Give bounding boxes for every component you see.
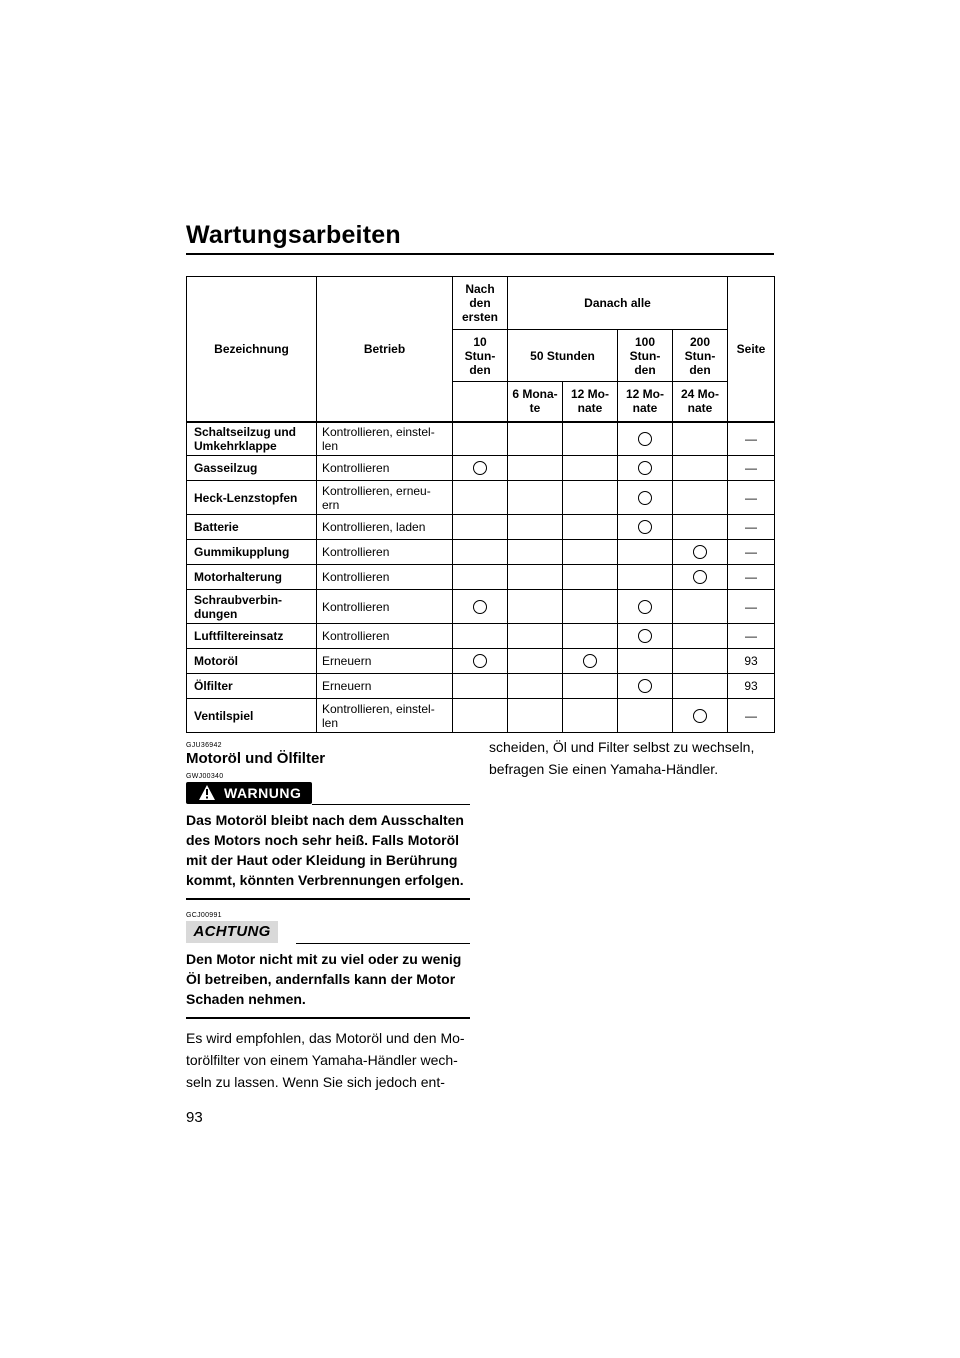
header-200-stunden: 200 Stun-den (673, 330, 728, 382)
circle-mark-icon (693, 709, 707, 723)
interval-cell (673, 565, 728, 590)
interval-cell (673, 540, 728, 565)
page-title: Wartungsarbeiten (186, 221, 401, 249)
interval-cell (563, 624, 618, 649)
table-row (187, 649, 775, 674)
table-row (187, 699, 775, 733)
interval-cell (453, 590, 508, 624)
circle-mark-icon (638, 629, 652, 643)
header-100-stunden: 100 Stun-den (618, 330, 673, 382)
interval-cell (453, 540, 508, 565)
warning-rule (312, 804, 470, 805)
caution-code: GCJ00991 (186, 912, 222, 919)
row-seite: — (728, 540, 775, 565)
row-operation: Kontrollieren (317, 540, 453, 565)
warning-code: GWJ00340 (186, 773, 224, 780)
header-12-monate-a: 12 Mo-nate (563, 382, 618, 422)
caution-label: ACHTUNG (186, 921, 278, 943)
interval-cell (453, 422, 508, 456)
circle-mark-icon (473, 600, 487, 614)
interval-cell (508, 422, 563, 456)
row-seite: 93 (728, 674, 775, 699)
interval-cell (508, 481, 563, 515)
warning-triangle-icon (198, 784, 216, 801)
interval-cell (618, 481, 673, 515)
interval-cell (563, 540, 618, 565)
circle-mark-icon (638, 600, 652, 614)
circle-mark-icon (473, 461, 487, 475)
interval-cell (508, 624, 563, 649)
interval-cell (618, 649, 673, 674)
interval-cell (618, 699, 673, 733)
header-danach-alle: Danach alle (508, 277, 728, 330)
circle-mark-icon (638, 491, 652, 505)
caution-end-rule (186, 1017, 470, 1019)
header-nach-den-ersten: Nach den ersten (453, 277, 508, 330)
interval-cell (508, 699, 563, 733)
row-seite: — (728, 456, 775, 481)
interval-cell (618, 674, 673, 699)
interval-cell (508, 649, 563, 674)
table-row (187, 422, 775, 456)
row-seite: — (728, 515, 775, 540)
interval-cell (563, 590, 618, 624)
row-seite: — (728, 565, 775, 590)
interval-cell (563, 674, 618, 699)
circle-mark-icon (638, 461, 652, 475)
interval-cell (673, 422, 728, 456)
warning-label: WARNUNG (224, 785, 302, 801)
interval-cell (673, 481, 728, 515)
row-name: Batterie (187, 515, 317, 540)
section-code: GJU36942 (186, 742, 222, 749)
interval-cell (618, 624, 673, 649)
warning-end-rule (186, 898, 470, 900)
circle-mark-icon (693, 545, 707, 559)
warning-header (186, 782, 470, 806)
row-name: Ventilspiel (187, 699, 317, 733)
row-seite: — (728, 624, 775, 649)
row-seite: — (728, 422, 775, 456)
row-operation: Erneuern (317, 649, 453, 674)
interval-cell (673, 515, 728, 540)
row-name: Schraubverbin-dungen (187, 590, 317, 624)
interval-cell (508, 515, 563, 540)
row-seite: 93 (728, 649, 775, 674)
row-name: Luftfiltereinsatz (187, 624, 317, 649)
header-24-monate: 24 Mo-nate (673, 382, 728, 422)
row-name: Ölfilter (187, 674, 317, 699)
interval-cell (453, 515, 508, 540)
interval-cell (618, 515, 673, 540)
header-betrieb: Betrieb (317, 277, 453, 422)
interval-cell (508, 590, 563, 624)
interval-cell (563, 565, 618, 590)
header-50-stunden: 50 Stunden (508, 330, 618, 382)
interval-cell (618, 422, 673, 456)
row-operation: Kontrollieren (317, 456, 453, 481)
interval-cell (508, 565, 563, 590)
header-seite: Seite (728, 277, 775, 422)
row-name: Motorhalterung (187, 565, 317, 590)
interval-cell (618, 565, 673, 590)
table-row (187, 481, 775, 515)
caution-header (186, 921, 470, 945)
interval-cell (673, 590, 728, 624)
table-row (187, 590, 775, 624)
row-name: Schaltseilzug und Umkehrklappe (187, 422, 317, 456)
interval-cell (673, 624, 728, 649)
interval-cell (453, 699, 508, 733)
interval-cell (453, 624, 508, 649)
body-text-right: scheiden, Öl und Filter selbst zu wechseln, befragen Sie einen Yamaha-Händler. (489, 739, 755, 777)
interval-cell (563, 481, 618, 515)
interval-cell (508, 674, 563, 699)
circle-mark-icon (583, 654, 597, 668)
row-operation: Kontrollieren, laden (317, 515, 453, 540)
interval-cell (508, 456, 563, 481)
header-12-monate-b: 12 Mo-nate (618, 382, 673, 422)
row-seite: — (728, 481, 775, 515)
circle-mark-icon (638, 520, 652, 534)
header-bezeichnung: Bezeichnung (187, 277, 317, 422)
row-operation: Kontrollieren, erneu-ern (317, 481, 453, 515)
interval-cell (563, 422, 618, 456)
page-number: 93 (186, 1109, 203, 1126)
circle-mark-icon (638, 432, 652, 446)
interval-cell (453, 456, 508, 481)
interval-cell (673, 674, 728, 699)
maintenance-table (186, 276, 775, 733)
header-10-stunden: 10 Stun-den (453, 330, 508, 382)
circle-mark-icon (638, 679, 652, 693)
row-operation: Kontrollieren, einstel-len (317, 422, 453, 456)
table-row (187, 624, 775, 649)
header-empty (453, 382, 508, 422)
row-operation: Erneuern (317, 674, 453, 699)
interval-cell (618, 456, 673, 481)
caution-rule (296, 943, 470, 944)
right-column (489, 736, 774, 780)
interval-cell (563, 699, 618, 733)
interval-cell (673, 699, 728, 733)
warning-badge (186, 782, 312, 804)
row-seite: — (728, 590, 775, 624)
left-column (186, 742, 470, 1093)
interval-cell (563, 515, 618, 540)
interval-cell (563, 649, 618, 674)
table-row (187, 674, 775, 699)
row-name: Gummikupplung (187, 540, 317, 565)
table-row (187, 515, 775, 540)
row-name: Motoröl (187, 649, 317, 674)
row-seite: — (728, 699, 775, 733)
table-row (187, 565, 775, 590)
header-rule (186, 253, 774, 255)
row-operation: Kontrollieren, einstel-len (317, 699, 453, 733)
row-operation: Kontrollieren (317, 624, 453, 649)
section-title: Motoröl und Ölfilter (186, 750, 326, 767)
interval-cell (508, 540, 563, 565)
interval-cell (673, 456, 728, 481)
circle-mark-icon (693, 570, 707, 584)
interval-cell (453, 481, 508, 515)
row-operation: Kontrollieren (317, 590, 453, 624)
caution-text: Den Motor nicht mit zu viel oder zu wenig Öl betreiben, andernfalls kann der Motor Schaden nehmen. (186, 951, 462, 1007)
row-name: Gasseilzug (187, 456, 317, 481)
circle-mark-icon (473, 654, 487, 668)
warning-text: Das Motoröl bleibt nach dem Ausschalten des Motors noch sehr heiß. Falls Motoröl mit der Haut oder Kleidung in Berührung kommt, könnten Verbrennungen erfolgen. (186, 812, 464, 888)
interval-cell (453, 565, 508, 590)
interval-cell (563, 456, 618, 481)
interval-cell (453, 649, 508, 674)
interval-cell (453, 674, 508, 699)
body-text-left: Es wird empfohlen, das Motoröl und den Mo-torölfilter von einem Yamaha-Händler wech-seln zu lassen. Wenn Sie sich jedoch ent- (186, 1030, 465, 1090)
table-row (187, 456, 775, 481)
row-operation: Kontrollieren (317, 565, 453, 590)
row-name: Heck-Lenzstopfen (187, 481, 317, 515)
header-6-monate: 6 Mona-te (508, 382, 563, 422)
interval-cell (618, 590, 673, 624)
interval-cell (673, 649, 728, 674)
interval-cell (618, 540, 673, 565)
table-row (187, 540, 775, 565)
